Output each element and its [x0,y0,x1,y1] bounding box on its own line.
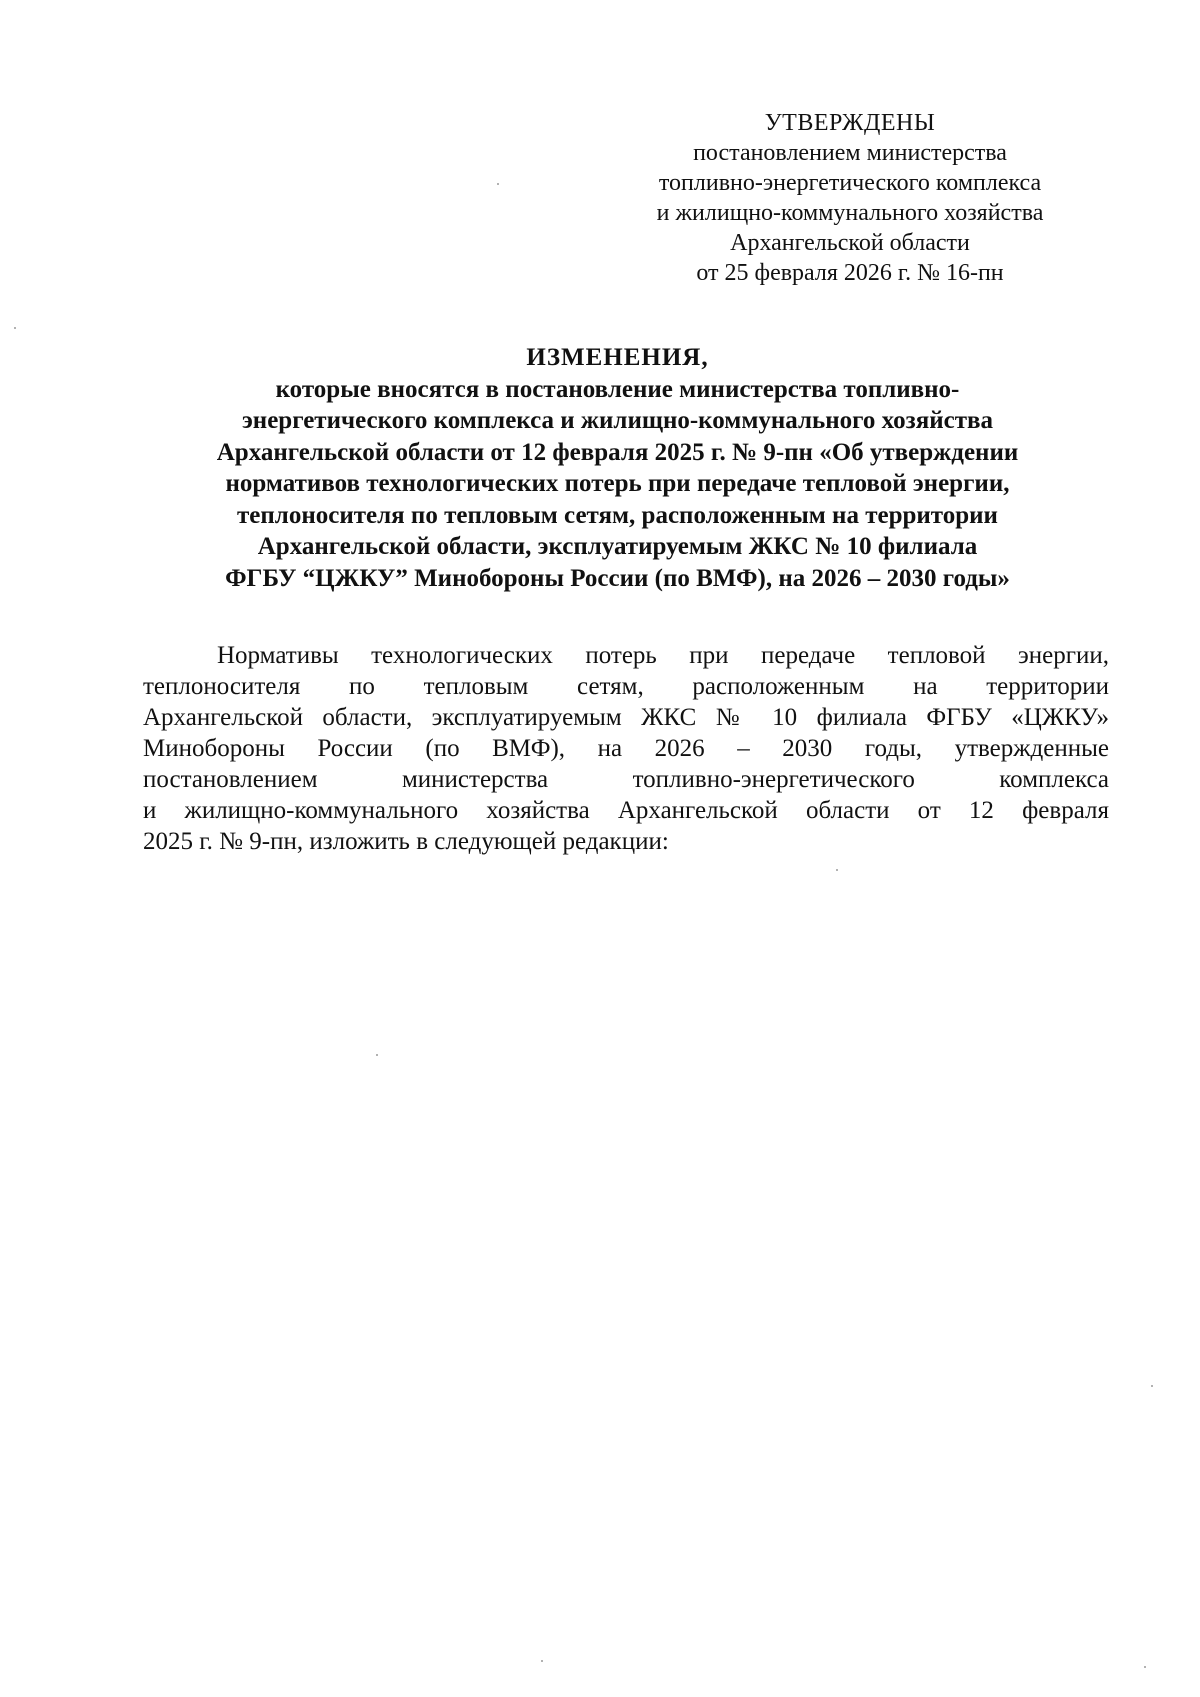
scan-speck [376,1054,378,1056]
heading-line: теплоносителя по тепловым сетям, расположенным на территории [237,501,998,529]
body-line: 2025 г. № 9-пн, изложить в следующей редакции: [143,828,669,855]
body-line: Архангельской области, эксплуатируемым ЖКС № 10 филиала ФГБУ «ЦЖКУ» [143,704,1109,731]
scan-speck [836,869,838,871]
heading-line: ФГБУ “ЦЖКУ” Минобороны России (по ВМФ), на 2026 – 2030 годы» [225,564,1010,592]
body-line: теплоносителя по тепловым сетям, расположенным на территории [143,673,1109,700]
body-line: постановлением министерства топливно-энергетического комплекса [143,766,1109,793]
heading-line: энергетического комплекса и жилищно-коммунального хозяйства [241,407,993,434]
approval-line: постановлением министерства [693,140,1007,166]
scan-speck [1144,1666,1146,1668]
heading-title: ИЗМЕНЕНИЯ, [526,344,709,371]
scan-speck [497,183,499,185]
body-paragraph [143,640,1109,857]
heading-line: нормативов технологических потерь при передаче тепловой энергии, [225,470,1010,497]
scan-speck [541,1660,543,1662]
scan-speck [1151,1385,1153,1387]
body-line: Нормативы технологических потерь при передаче тепловой энергии, [217,642,1109,669]
document-heading [150,342,1085,594]
heading-line: которые вносятся в постановление министерства топливно- [275,375,960,403]
scan-speck [14,327,16,329]
approval-line: топливно-энергетического комплекса [658,170,1042,196]
approval-line: и жилищно-коммунального хозяйства [656,200,1044,226]
heading-line: Архангельской области от 12 февраля 2025 г. № 9-пн «Об утверждении [216,438,1019,466]
heading-line: Архангельской области, эксплуатируемым ЖКС № 10 филиала [257,533,978,560]
approval-line: Архангельской области [730,230,970,256]
body-line: и жилищно-коммунального хозяйства Архангельской области от 12 февраля [143,797,1109,824]
approval-block [595,108,1105,288]
body-line: Минобороны России (по ВМФ), на 2026 – 2030 годы, утвержденные [143,735,1109,762]
approval-line: от 25 февраля 2026 г. № 16-пн [696,260,1004,286]
approval-title: УТВЕРЖДЕНЫ [764,110,936,136]
